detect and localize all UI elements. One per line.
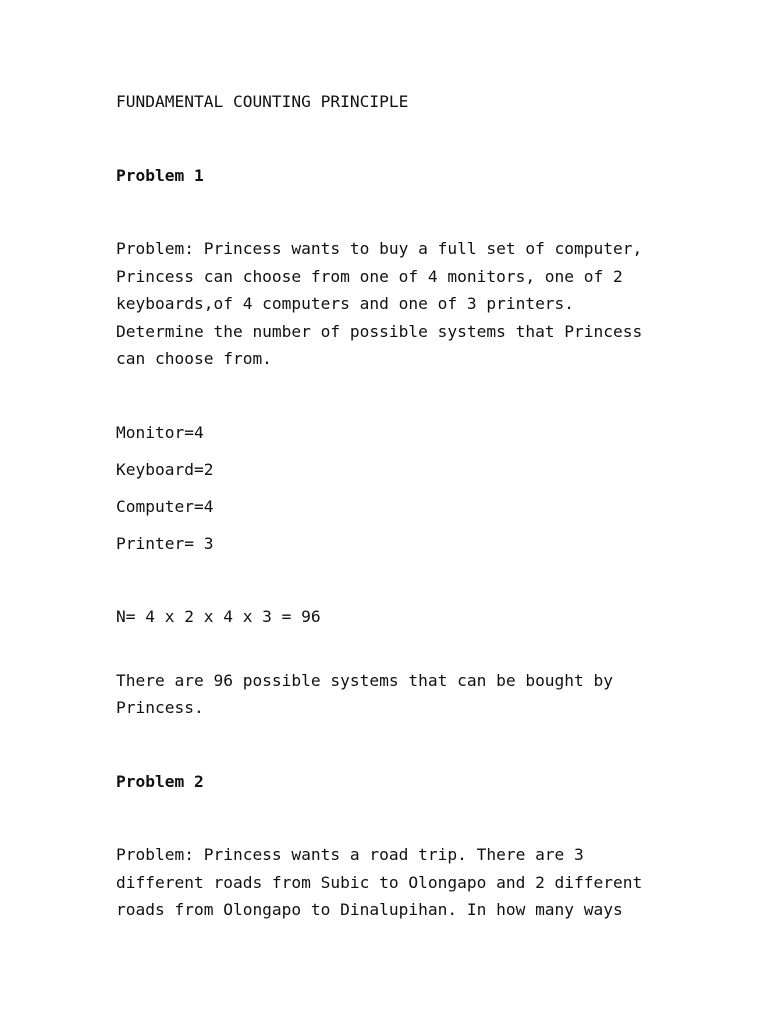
document-title: FUNDAMENTAL COUNTING PRINCIPLE [116,92,409,111]
problem-1-statement: Problem: Princess wants to buy a full set of computer, Princess can choose from one of 4 monitors, one of 2 keyboards,of 4 computers and one of 3 printers. Determine the number of possible systems that Princess can choose from. [116,239,653,368]
problem-1-formula: N= 4 x 2 x 4 x 3 = 96 [116,607,321,626]
computer-count: Computer=4 [116,496,214,516]
problem-1-answer: There are 96 possible systems that can be bought by Princess. [116,670,623,717]
keyboard-count: Keyboard=2 [116,459,214,479]
problem-2-statement: Problem: Princess wants a road trip. There are 3 different roads from Subic to Olongapo and 2 different roads from Olongapo to Dinalupihan. In how many ways [116,845,653,919]
monitor-count: Monitor=4 [116,422,204,442]
problem-1-heading: Problem 1 [116,165,204,185]
printer-count: Printer= 3 [116,533,214,553]
document-content [116,88,661,924]
problem-2-heading: Problem 2 [116,771,204,791]
